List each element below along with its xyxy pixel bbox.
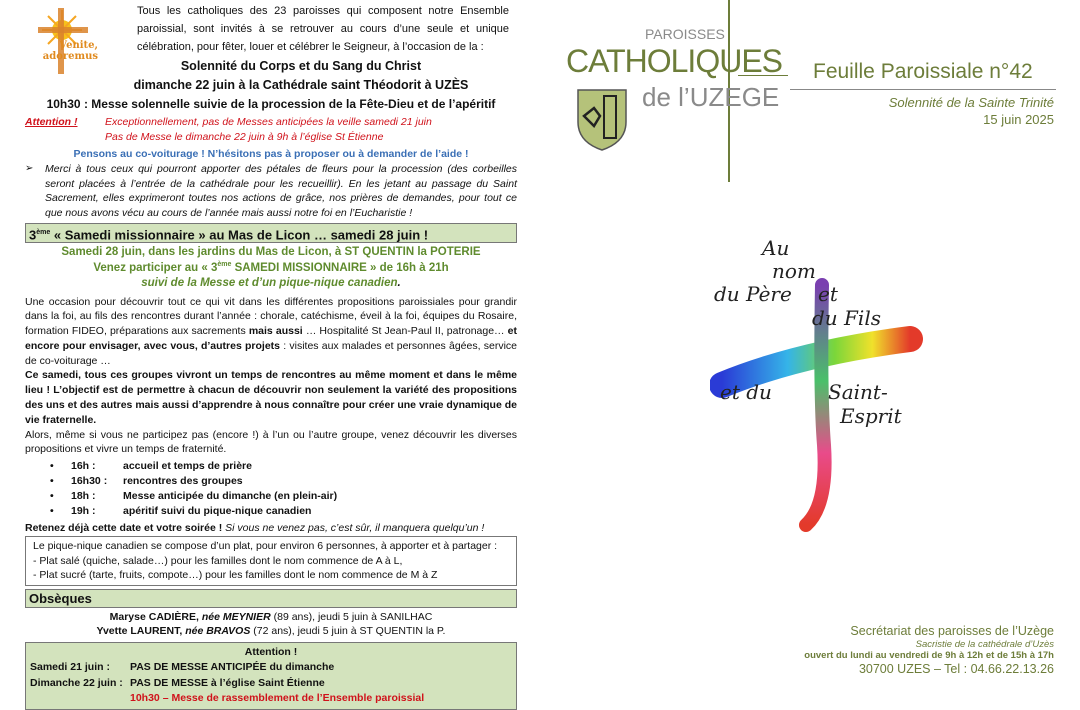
logo-uzege: de l’UZEGE [642, 82, 780, 112]
attention-line1: Exceptionnellement, pas de Messes anticipées la veille samedi 21 juin [105, 116, 432, 128]
cross-inscription [700, 235, 940, 435]
t: suivi de la Messe et d’un pique-nique canadien [141, 277, 398, 289]
t: PAS DE MESSE ANTICIPÉE du dimanche [130, 661, 335, 674]
mission-header-num: 3 [29, 227, 37, 243]
t: 16h : [71, 460, 96, 473]
t: - Plat sucré (tarte, fruits, compote…) pour les familles dont le nom commence de M à Z [33, 569, 438, 582]
obseques-item [25, 624, 517, 639]
t: et du [720, 380, 772, 404]
t: (72 ans), jeudi 5 juin à ST QUENTIN la P. [250, 625, 446, 638]
mission-location: Samedi 28 juin, dans les jardins du Mas de Licon, à ST QUENTIN la POTERIE [61, 246, 481, 258]
obseques-list [25, 610, 517, 639]
t: et [818, 282, 838, 306]
t: 18h : [71, 490, 96, 503]
t: Si vous ne venez pas, c’est sûr, il manquera quelqu’un ! [225, 522, 485, 535]
t: née MEYNIER [201, 610, 271, 623]
schedule-item: • 16h : accueil et temps de prière [50, 460, 252, 473]
sup: ème [36, 229, 51, 236]
t: Attention ! [244, 645, 298, 658]
petals-paragraph: Merci à tous ceux qui pourront apporter des pétales de fleurs pour la procession (des corbeilles seront placées à l’entrée de la cathédrale pour les recueillir). En les jetant au passage du Saint Sacrement, elles exprimeront toutes nos actions de grâce, nos prières de demandes, pour tout ce que nous avons vécu au cours de l’année mais aussi notre foi en l’Eucharistie ! [45, 163, 517, 219]
t: Esprit [840, 404, 902, 428]
logo-catholiques: CATHOLIQUES [566, 43, 782, 79]
t: - Plat salé (quiche, salade…) pour les familles dont le nom commence de A à L, [33, 554, 403, 567]
sup: ème [217, 260, 232, 268]
mission-paragraph-3: Alors, même si vous ne participez pas (encore !) à l’un ou l’autre groupe, venez découvrir les diverses propositions et vivre un temps de fraternité. [25, 428, 517, 456]
t: du Fils [812, 306, 881, 330]
attention-notice [25, 115, 517, 145]
t: PAS DE MESSE à l’église Saint Étienne [130, 676, 325, 689]
t: : visites aux malades et personnes âgées, service de co-voiturage … [25, 339, 517, 367]
coat-of-arms-icon [576, 88, 628, 152]
t: Dimanche 22 juin : [30, 676, 123, 689]
mission-paragraph-1 [25, 295, 517, 369]
obseques-item [25, 610, 517, 625]
attention-label: Attention ! [25, 116, 78, 128]
t: née BRAVOS [185, 625, 251, 638]
bulletin-title: Feuille Paroissiale n°42 [813, 60, 1033, 83]
mission-intro [25, 245, 517, 292]
t: Samedi 21 juin : [30, 661, 110, 674]
logo-paroisses: PAROISSES [645, 26, 725, 42]
t: 16h30 : [71, 475, 108, 488]
arrow-bullet-icon: ➢ [25, 163, 34, 174]
t: Le pique-nique canadien se compose d’un plat, pour environ 6 personnes, à apporter et à partager : [33, 540, 498, 553]
venite-text: Venite, adoremus [42, 40, 98, 62]
petals-item [25, 162, 517, 220]
covoiturage-note: Pensons au co-voiturage ! N’hésitons pas à proposer ou à demander de l’aide ! [73, 148, 469, 160]
schedule-item: • 18h : Messe anticipée du dimanche (en plein-air) [50, 490, 338, 503]
t: du Père [714, 282, 792, 306]
t: accueil et temps de prière [123, 460, 252, 473]
bulletin-subtitle: Solennité de la Sainte Trinité [888, 95, 1054, 110]
picnic-box [25, 536, 517, 586]
attention-row [30, 660, 512, 676]
retenez-line [25, 521, 517, 536]
t: Maryse CADIÈRE, [109, 610, 202, 623]
attention-line2: Pas de Messe le dimanche 22 juin à 9h à l’église St Étienne [105, 131, 384, 143]
intro-paragraph: Tous les catholiques des 23 paroisses qui composent notre Ensemble paroissial, sont invités à se retrouver au cours d’une seule et unique célébration, pour fêter, louer et célébrer le Seigneur, à l’occasion de la : [137, 5, 509, 53]
t: Retenez déjà cette date et votre soirée ! [25, 522, 226, 535]
t: Venez participer au « 3 [93, 261, 218, 274]
feast-schedule: 10h30 : Messe solennelle suivie de la procession de la Fête-Dieu et de l’apéritif [46, 97, 496, 111]
t: … Hospitalité St Jean-Paul II, patronage… [302, 325, 508, 338]
schedule-item: • 16h30 : rencontres des groupes [50, 475, 243, 488]
feast-date: dimanche 22 juin à la Cathédrale saint Théodorit à UZÈS [133, 78, 469, 92]
t: et encore pour envisager, avec vous, d’autres projets [25, 325, 517, 352]
t: 19h : [71, 505, 96, 518]
mission-followup: suivi de la Messe et d’un pique-nique canadien. [141, 277, 401, 289]
section-header-obseques: Obsèques [25, 589, 517, 608]
address-phone: 30700 UZES – Tel : 04.66.22.13.26 [858, 662, 1054, 676]
t: SAMEDI MISSIONNAIRE » de 16h à 21h [231, 261, 449, 274]
t: Une occasion pour découvrir tout ce qui vit dans les différentes propositions paroissiales pour grandir dans la foi, au fils des rencontres durant l’année : chorale, catéchisme, éveil à la foi, équipes du Rosaire, formation FIDEO, préparations aux sacrements [25, 295, 517, 338]
attention-row [30, 676, 512, 692]
mission-header-text: « Samedi missionnaire » au Mas de Licon … samedi 28 juin ! [50, 227, 429, 243]
attention-lines [105, 115, 432, 145]
t: rencontres des groupes [123, 475, 243, 488]
attention-box [25, 642, 517, 710]
schedule-item: • 19h : apéritif suivi du pique-nique canadien [50, 505, 312, 518]
schedule-list [25, 459, 517, 519]
t: Au [762, 236, 790, 260]
section-header-mission [25, 223, 517, 243]
t: nom [772, 259, 816, 283]
logo-hline [790, 89, 1056, 90]
feast-block [25, 57, 517, 114]
sacristie-line: Sacristie de la cathédrale d’Uzès [915, 639, 1054, 650]
mission-invite [25, 261, 517, 277]
t: (89 ans), jeudi 5 juin à SANILHAC [270, 610, 433, 623]
t: apéritif suivi du pique-nique canadien [123, 505, 312, 518]
t: Yvette LAURENT, [96, 625, 186, 638]
mission-paragraph-2: Ce samedi, tous ces groupes vivront un temps de rencontres au même moment et dans le même lieu ! L’objectif est de permettre à chacun de découvrir non seulement la variété des propositions des uns et des autres mais aussi d’apprendre à nous connaître pour créer une vraie dynamique de vie fraternelle. [25, 369, 517, 426]
t: 10h30 – Messe de rassemblement de l’Ensemble paroissial [130, 692, 425, 705]
bulletin-date: 15 juin 2025 [983, 112, 1054, 127]
opening-hours: ouvert du lundi au vendredi de 9h à 12h et de 15h à 17h [804, 650, 1054, 661]
t: Saint- [828, 380, 888, 404]
footer-contact [804, 624, 1054, 677]
t: mais aussi [248, 325, 303, 338]
t: Messe anticipée du dimanche (en plein-air) [123, 490, 338, 503]
feast-title: Solennité du Corps et du Sang du Christ [180, 59, 422, 73]
left-column [25, 2, 517, 710]
secretariat-title: Secrétariat des paroisses de l’Uzège [850, 624, 1054, 638]
